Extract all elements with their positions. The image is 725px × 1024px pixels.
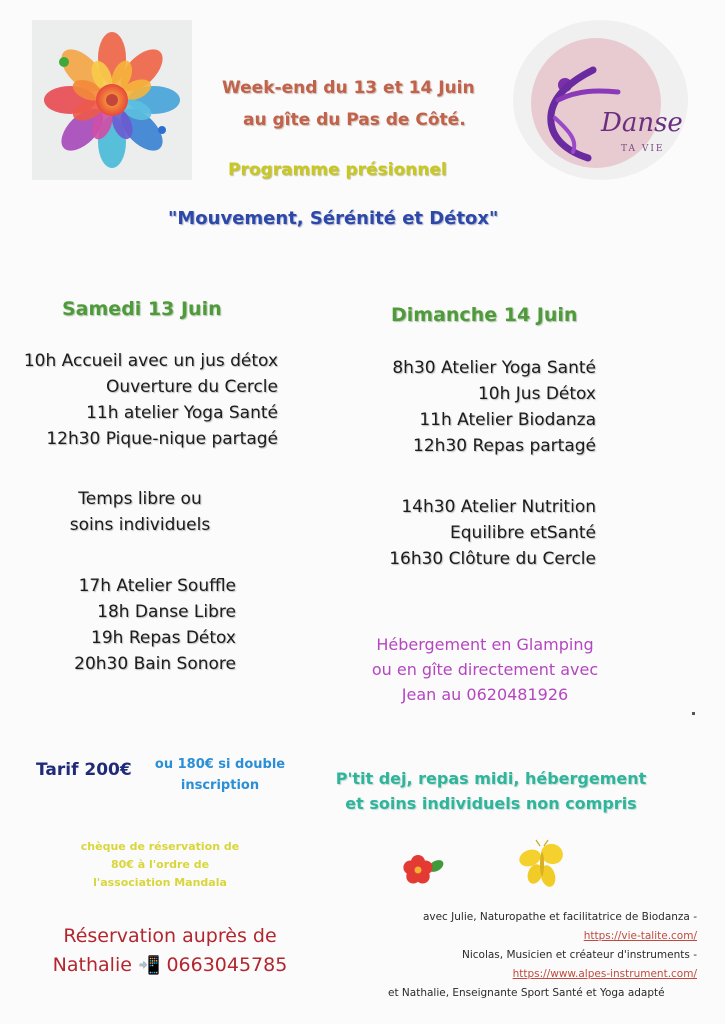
- saturday-morning-schedule: [0, 348, 278, 452]
- host-nathalie: et Nathalie, Enseignante Sport Santé et Yoga adapté: [388, 987, 665, 999]
- butterfly-icon: [518, 838, 566, 890]
- theme-title: "Mouvement, Sérénité et Détox": [168, 208, 499, 229]
- danse-logo-title: Danse: [601, 108, 683, 138]
- schedule-item: 10h Accueil avec un jus détox: [23, 351, 278, 371]
- schedule-item: 8h30 Atelier Yoga Santé: [392, 358, 596, 378]
- mandala-logo: [32, 20, 192, 180]
- lodging-line: ou en gîte directement avec: [371, 660, 599, 679]
- price-alt-line: ou 180€ si double: [154, 757, 286, 772]
- price-alt: [148, 754, 292, 796]
- link-vie-talite[interactable]: https://vie-talite.com/: [583, 930, 697, 942]
- schedule-item: 19h Repas Détox: [91, 628, 236, 648]
- schedule-item: soins individuels: [69, 515, 211, 535]
- event-dates: Week-end du 13 et 14 Juin: [222, 78, 475, 98]
- not-included-note: [326, 766, 656, 816]
- danse-logo-subtitle: TA VIE: [621, 144, 665, 154]
- sunday-afternoon-schedule: [340, 494, 596, 572]
- schedule-item: 16h30 Clôture du Cercle: [389, 549, 596, 569]
- programme-title: Programme présionnel: [228, 160, 447, 180]
- host-julie: avec Julie, Naturopathe et facilitatrice de Biodanza -: [422, 911, 697, 923]
- sunday-title: Dimanche 14 Juin: [391, 304, 578, 326]
- hosts-info: [380, 908, 697, 1003]
- not-included-line: et soins individuels non compris: [345, 794, 637, 813]
- dot: [692, 712, 695, 715]
- event-location: au gîte du Pas de Côté.: [243, 110, 466, 130]
- reservation-name: Nathalie: [52, 954, 132, 976]
- lodging-info: [340, 632, 630, 707]
- cheque-info: [60, 838, 260, 892]
- schedule-item: 20h30 Bain Sonore: [74, 654, 236, 674]
- price: Tarif 200€: [36, 760, 132, 780]
- schedule-item: 12h30 Repas partagé: [413, 436, 596, 456]
- schedule-item: Ouverture du Cercle: [105, 377, 278, 397]
- cheque-line: 80€ à l'ordre de: [110, 858, 210, 871]
- saturday-evening-schedule: [0, 573, 236, 677]
- sunday-morning-schedule: [340, 355, 596, 459]
- phone-icon: 📲: [137, 955, 161, 976]
- reservation-phone[interactable]: 0663045785: [166, 954, 288, 976]
- flower-icon: [400, 852, 446, 886]
- danse-ta-vie-logo: [513, 20, 688, 180]
- schedule-item: 17h Atelier Souffle: [78, 576, 236, 596]
- link-alpes-instrument[interactable]: https://www.alpes-instrument.com/: [512, 968, 697, 980]
- schedule-item: 11h atelier Yoga Santé: [86, 403, 278, 423]
- schedule-item: Temps libre ou: [78, 489, 202, 509]
- schedule-item: 10h Jus Détox: [477, 384, 596, 404]
- schedule-item: Equilibre etSanté: [450, 523, 596, 543]
- cheque-line: chèque de réservation de: [80, 840, 240, 853]
- mandala-icon: [32, 20, 192, 180]
- cheque-line: l'association Mandala: [93, 876, 227, 889]
- schedule-item: 12h30 Pique-nique partagé: [46, 429, 278, 449]
- price-alt-line: inscription: [180, 778, 260, 793]
- reservation-contact: [40, 922, 300, 980]
- lodging-phone: Jean au 0620481926: [401, 685, 569, 704]
- saturday-free-time: [40, 486, 240, 538]
- schedule-item: 18h Danse Libre: [97, 602, 236, 622]
- schedule-item: 14h30 Atelier Nutrition: [401, 497, 596, 517]
- lodging-line: Hébergement en Glamping: [376, 635, 594, 654]
- host-nicolas: Nicolas, Musicien et créateur d'instruments -: [461, 949, 697, 961]
- saturday-title: Samedi 13 Juin: [62, 298, 222, 320]
- schedule-item: 11h Atelier Biodanza: [419, 410, 596, 430]
- reservation-line: Réservation auprès de: [63, 925, 277, 947]
- not-included-line: P'tit dej, repas midi, hébergement: [335, 769, 647, 788]
